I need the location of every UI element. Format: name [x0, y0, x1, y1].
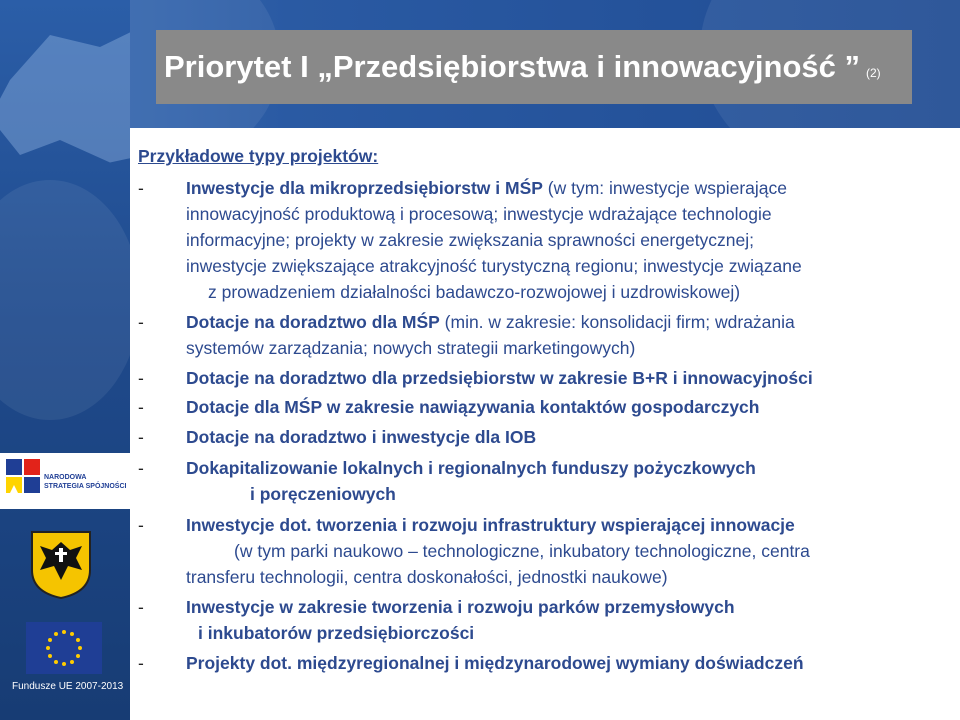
list-item-1-line: z prowadzeniem działalności badawczo-rozwojowej i uzdrowiskowej)	[208, 282, 741, 302]
list-item-9: Projekty dot. międzyregionalnej i międzynarodowej wymiany doświadczeń	[186, 653, 804, 673]
list-item-1-line: informacyjne; projekty w zakresie zwiększania sprawności energetycznej;	[186, 230, 755, 250]
list-item-2-line: systemów zarządzania; nowych strategii marketingowych)	[186, 338, 636, 358]
list-dash: -	[138, 458, 144, 478]
sidebar-background	[0, 0, 130, 720]
list-item-1-line: innowacyjność produktową i procesową; inwestycje wdrażające technologie	[186, 204, 772, 224]
nss-text: NARODOWA STRATEGIA SPÓJNOŚCI	[44, 474, 127, 490]
list-item-1: Inwestycje dla mikroprzedsiębiorstw i MŚP (w tym: inwestycje wspierające	[186, 178, 788, 198]
nss-emblem-icon	[4, 457, 44, 505]
list-item-7-line: transferu technologii, centra doskonałości, jednostki naukowe)	[186, 567, 668, 587]
list-item-3: Dotacje na doradztwo dla przedsiębiorstw w zakresie B+R i innowacyjności	[186, 368, 813, 388]
list-item-5: Dotacje na doradztwo i inwestycje dla IOB	[186, 427, 537, 447]
list-dash: -	[138, 397, 144, 417]
list-dash: -	[138, 597, 144, 617]
list-item-8: Inwestycje w zakresie tworzenia i rozwoju parków przemysłowych	[186, 597, 735, 617]
page-title: Priorytet I „Przedsiębiorstwa i innowacyjność ” (2)	[164, 49, 881, 84]
list-dash: -	[138, 178, 144, 198]
list-dash: -	[138, 427, 144, 447]
footer-text: Fundusze UE 2007-2013	[12, 681, 124, 692]
list-item-4: Dotacje dla MŚP w zakresie nawiązywania kontaktów gospodarczych	[186, 397, 760, 417]
map-decoration	[0, 20, 130, 170]
list-dash: -	[138, 515, 144, 535]
eu-flag-icon	[26, 622, 102, 674]
list-dash: -	[138, 653, 144, 673]
list-dash: -	[138, 312, 144, 332]
coat-of-arms-icon	[30, 530, 92, 600]
list-item-7: Inwestycje dot. tworzenia i rozwoju infrastruktury wspierającej innowacje	[186, 515, 795, 535]
list-item-2: Dotacje na doradztwo dla MŚP (min. w zakresie: konsolidacji firm; wdrażania	[186, 312, 795, 332]
list-item-6: Dokapitalizowanie lokalnych i regionalnych funduszy pożyczkowych	[186, 458, 756, 478]
list-dash: -	[138, 368, 144, 388]
nss-logo	[0, 453, 130, 509]
list-item-6-line: i poręczeniowych	[250, 484, 396, 504]
list-item-8-line: i inkubatorów przedsiębiorczości	[198, 623, 475, 643]
list-item-7-line: (w tym parki naukowo – technologiczne, inkubatory technologiczne, centra	[234, 541, 810, 561]
section-heading: Przykładowe typy projektów:	[138, 146, 379, 166]
list-item-1-line: inwestycje zwiększające atrakcyjność turystyczną regionu; inwestycje związane	[186, 256, 802, 276]
